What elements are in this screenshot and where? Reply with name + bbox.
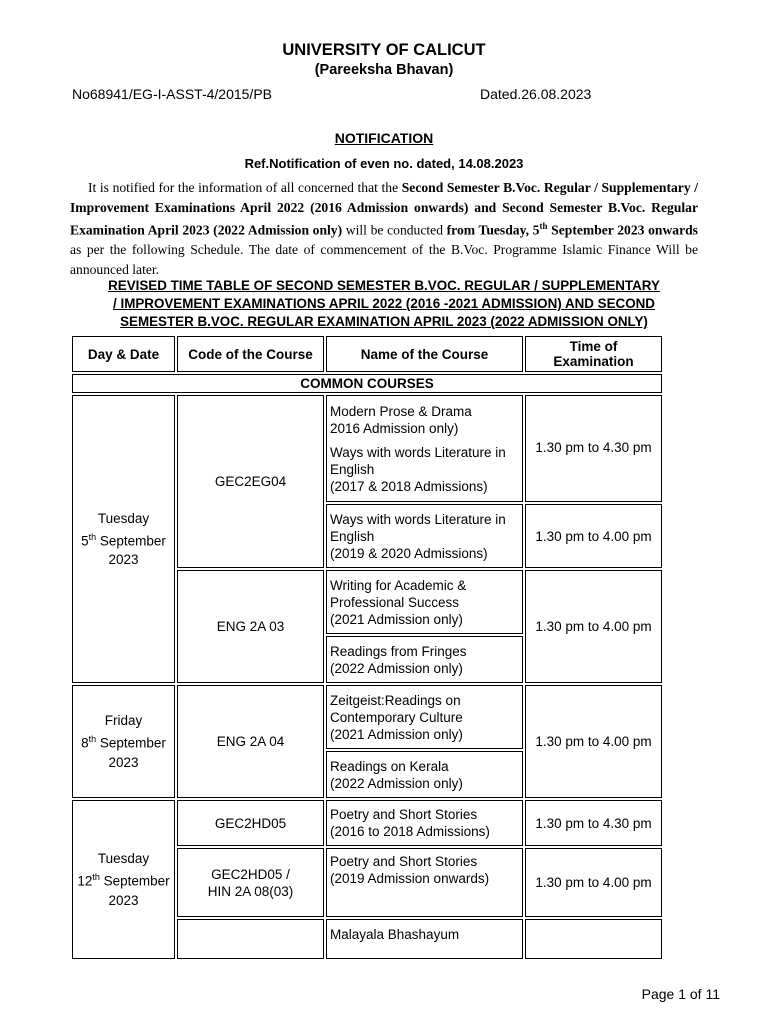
para-text-3: as per the following Schedule. The date of commencement of the B.Voc. Programme Islamic Finance Will be announced later. [70,242,698,277]
date-3-date [76,868,171,891]
para-text-2: will be conducted [342,222,447,238]
exam-time-cell: 1.30 pm to 4.30 pm [525,395,662,502]
page-number: Page 1 of 11 [641,986,720,1002]
date-2-month: September [96,735,166,751]
section-common-courses: COMMON COURSES [72,374,662,393]
date-3-sup: th [92,872,100,883]
course-name-line: Zeitgeist:Readings on [330,692,461,708]
header-course-code: Code of the Course [177,336,324,372]
table-row [72,395,662,502]
exam-time-cell [525,919,662,959]
course-name-line: Contemporary Culture [330,709,463,725]
course-name-line: Poetry and Short Stories [330,807,478,822]
course-code-cell [177,848,324,917]
course-name-cell [326,685,523,749]
date-1-month: September [96,533,166,549]
date-1-date [76,528,171,551]
exam-time-cell: 1.30 pm to 4.00 pm [525,848,662,917]
table-row [72,800,662,846]
course-name-line: Ways with words Literature in [330,511,506,527]
course-name-line: (2019 & 2020 Admissions) [330,545,488,561]
date-2-num: 8 [81,735,89,751]
revised-title-line-1: REVISED TIME TABLE OF SECOND SEMESTER B.VOC. REGULAR / SUPPLEMENTARY [108,278,660,293]
revised-title-line-2: / IMPROVEMENT EXAMINATIONS APRIL 2022 (2016 -2021 ADMISSION) AND SECOND [113,296,655,311]
course-name-line: English [330,528,375,544]
date-1-year: 2023 [108,552,139,568]
date-3-month: September [99,873,170,889]
notification-reference: Ref.Notification of even no. dated, 14.08.2023 [244,156,524,171]
date-2-date [76,730,171,753]
exam-time-cell: 1.30 pm to 4.00 pm [525,685,662,798]
date-cell-1 [72,395,175,683]
para-bold-1: Second Semester B.Voc. Regular / Supplementary / Improvement Examinations April 2022 (2016 Admission onwards) and Second Semester B.Voc. Regular Examination April 2023 (2022 Admission only) [70,180,698,238]
date-3-day: Tuesday [97,851,150,867]
date-2-year: 2023 [108,754,139,770]
course-name-line: Professional Success [330,594,460,610]
section-row [72,374,662,393]
notification-heading: NOTIFICATION [334,130,434,146]
notification-paragraph [70,178,698,279]
course-code-cell: GEC2HD05 [177,800,324,846]
date-2-day: Friday [104,713,143,729]
course-name-line: (2017 & 2018 Admissions) [330,478,488,494]
course-code-line: HIN 2A 08(03) [207,883,294,899]
date-3-num: 12 [77,873,93,889]
course-code-cell: ENG 2A 03 [177,570,324,683]
header-day-date: Day & Date [72,336,175,372]
course-name-cell [326,751,523,798]
course-code-cell: GEC2EG04 [177,395,324,568]
exam-time-cell: 1.30 pm to 4.00 pm [525,504,662,568]
para-text-1: It is notified for the information of all concerned that the [88,180,402,195]
para-bold-2: from Tuesday, 5 [446,222,540,238]
para-bold-3: September 2023 onwards [547,222,698,238]
course-name-line: English [330,461,375,477]
reference-number: No68941/EG-I-ASST-4/2015/PB [72,86,272,102]
date-1-day: Tuesday [97,510,150,526]
header-course-name: Name of the Course [326,336,523,372]
course-code-cell: ENG 2A 04 [177,685,324,798]
date-line: Dated.26.08.2023 [480,86,592,102]
course-name-cell [326,848,523,917]
revised-title-line-3: SEMESTER B.VOC. REGULAR EXAMINATION APRIL 2023 (2022 ADMISSION ONLY) [120,314,648,329]
course-name-cell: Malayala Bhashayum [326,919,523,959]
course-name-line: Readings on Kerala [330,758,449,774]
table-header-row [72,336,662,372]
course-name-line: (2021 Admission only) [330,726,463,742]
date-1-num: 5 [81,533,89,549]
course-name-line: Writing for Academic & [330,577,467,593]
course-name-cell [326,504,523,568]
course-name-line: (2022 Admission only) [330,660,463,676]
course-name-line: (2021 Admission only) [330,611,463,627]
course-name-line: (2016 to 2018 Admissions) [330,824,490,839]
course-name-line: (2022 Admission only) [330,775,463,791]
exam-time-cell: 1.30 pm to 4.30 pm [525,800,662,846]
course-name-line: (2019 Admission onwards) [330,871,490,886]
course-name-cell [326,570,523,634]
course-name-line: 2016 Admission only) [330,420,459,436]
course-name-line: Ways with words Literature in [330,444,506,460]
exam-time-cell: 1.30 pm to 4.00 pm [525,570,662,683]
para-bold-sup: th [539,221,548,231]
course-name-line: Readings from Fringes [330,643,467,659]
course-name-cell [326,800,523,846]
revised-timetable-title [60,277,708,331]
date-cell-2 [72,685,175,798]
course-code-line: GEC2HD05 / [211,866,290,882]
date-3-year: 2023 [108,892,139,908]
university-name: UNIVERSITY OF CALICUT [282,41,486,59]
timetable [70,334,664,961]
date-cell-3 [72,800,175,959]
course-name-cell [326,395,523,502]
course-name-line: Poetry and Short Stories [330,854,478,869]
date-2-sup: th [88,734,97,745]
header-exam-time: Time of Examination [525,336,662,372]
course-name-cell [326,636,523,683]
course-code-cell [177,919,324,959]
table-row [72,685,662,749]
date-1-sup: th [88,531,97,542]
course-name-line: Modern Prose & Drama [330,403,472,419]
office-name: (Pareeksha Bhavan) [314,62,454,78]
